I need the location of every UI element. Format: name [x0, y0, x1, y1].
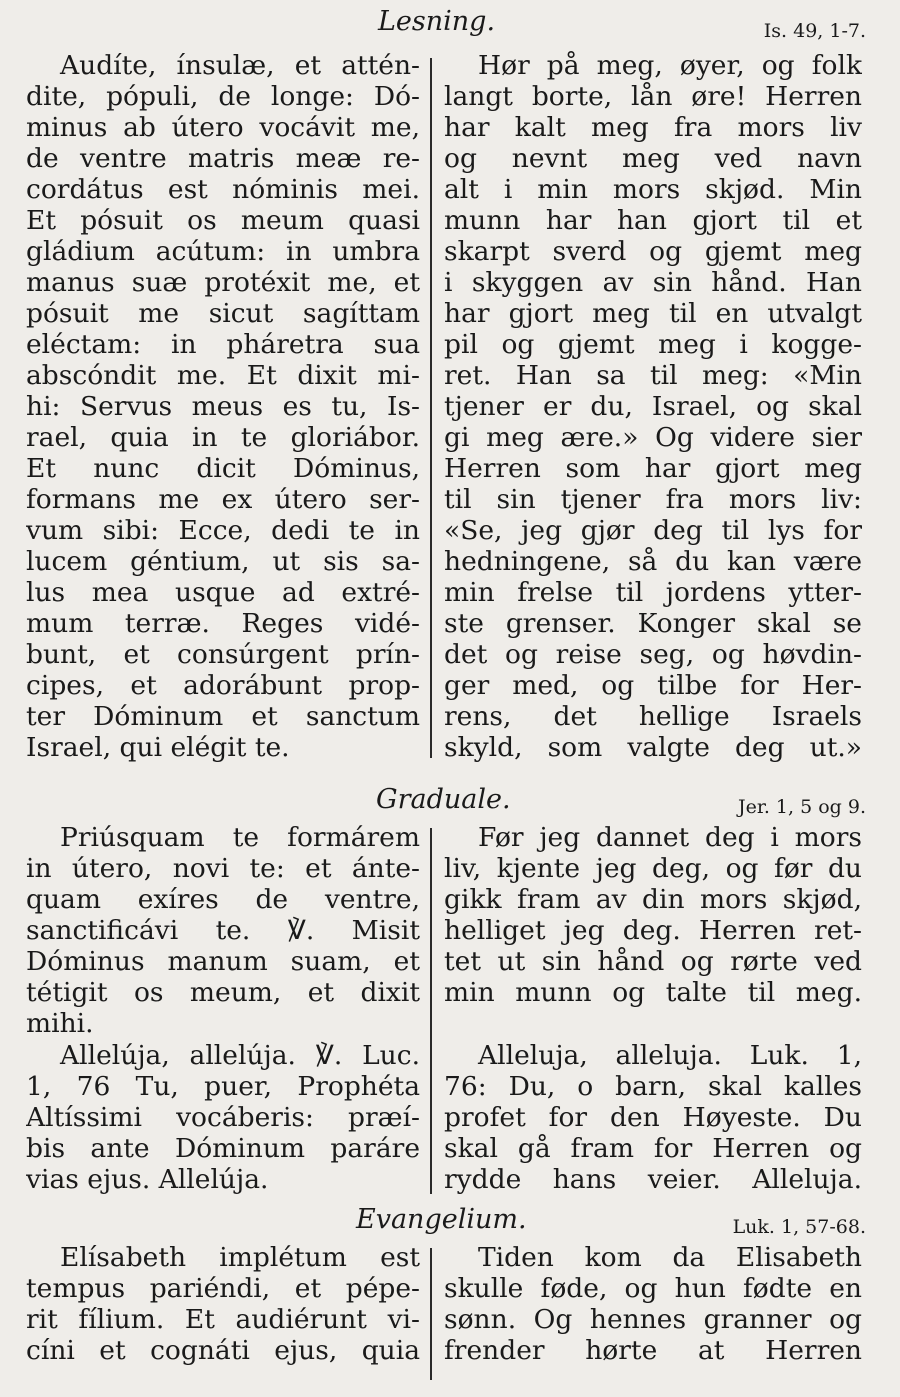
- text-line: tétigit os meum, et dixit: [26, 977, 420, 1008]
- text-line: skal gå fram for Herren og: [444, 1133, 862, 1164]
- text-line: mihi.: [26, 1008, 94, 1039]
- section-ref-evangelium: Luk. 1, 57-68.: [732, 1216, 866, 1238]
- column-divider: [430, 1248, 432, 1380]
- text-line: 76: Du, o barn, skal kalles: [444, 1071, 862, 1102]
- text-line: gikk fram av din mors skjød,: [444, 884, 862, 915]
- text-line: abscóndit me. Et dixit mi-: [26, 360, 420, 391]
- text-line: Altíssimi vocáberis: præí-: [26, 1102, 420, 1133]
- column-divider: [430, 828, 432, 1194]
- text-line: lus mea usque ad extré-: [26, 577, 420, 608]
- text-line: sønn. Og hennes granner og: [444, 1304, 862, 1335]
- latin-column-evangelium: [26, 1242, 420, 1366]
- text-line: Før jeg dannet deg i mors: [478, 822, 862, 853]
- text-line: rydde hans veier. Alleluja.: [444, 1164, 862, 1195]
- text-line: manus suæ protéxit me, et: [26, 267, 420, 298]
- text-line: munn har han gjort til et: [444, 205, 862, 236]
- text-line: tet ut sin hånd og rørte ved: [444, 946, 862, 977]
- latin-column-graduale: [26, 822, 420, 1039]
- text-line: i skyggen av sin hånd. Han: [444, 267, 862, 298]
- text-line: Allelúja, allelúja. ℣. Luc.: [60, 1040, 420, 1071]
- text-line: in útero, novi te: et ánte-: [26, 853, 420, 884]
- section-ref-graduale: Jer. 1, 5 og 9.: [738, 796, 866, 818]
- text-line: rens, det hellige Israels: [444, 701, 862, 732]
- text-line: min frelse til jordens ytter-: [444, 577, 862, 608]
- text-line: til sin tjener fra mors liv:: [444, 484, 862, 515]
- text-line: ste grenser. Konger skal se: [444, 608, 862, 639]
- text-line: ret. Han sa til meg: «Min: [444, 360, 862, 391]
- text-line: liv, kjente jeg deg, og før du: [444, 853, 862, 884]
- text-line: rael, quia in te gloriábor.: [26, 422, 420, 453]
- norwegian-column-lesning: [444, 50, 862, 763]
- text-line: gi meg ære.» Og videre sier: [444, 422, 862, 453]
- text-line: mum terræ. Reges vidé-: [26, 608, 420, 639]
- text-line: tjener er du, Israel, og skal: [444, 391, 862, 422]
- text-line: quam exíres de ventre,: [26, 884, 420, 915]
- text-line: cíni et cognáti ejus, quia: [26, 1335, 420, 1366]
- text-line: cipes, et adorábunt prop-: [26, 670, 420, 701]
- text-line: alt i min mors skjød. Min: [444, 174, 862, 205]
- text-line: tempus pariéndi, et pépe-: [26, 1273, 420, 1304]
- text-line: hi: Servus meus es tu, Is-: [26, 391, 420, 422]
- norwegian-column-evangelium: [444, 1242, 862, 1366]
- section-ref-lesning: Is. 49, 1-7.: [763, 20, 866, 42]
- text-line: Alleluja, alleluja. Luk. 1,: [478, 1040, 862, 1071]
- text-line: Dóminus manum suam, et: [26, 946, 420, 977]
- text-line: Et nunc dicit Dóminus,: [26, 453, 420, 484]
- text-line: ter Dóminum et sanctum: [26, 701, 420, 732]
- text-line: rit fílium. Et audiérunt vi-: [26, 1304, 420, 1335]
- text-line: lucem géntium, ut sis sa-: [26, 546, 420, 577]
- text-line: helliget jeg deg. Herren ret-: [444, 915, 862, 946]
- text-line: Priúsquam te formárem: [60, 822, 420, 853]
- latin-column-lesning: [26, 50, 420, 763]
- text-line: det og reise seg, og høvdin-: [444, 639, 862, 670]
- text-line: vias ejus. Allelúja.: [26, 1164, 269, 1195]
- column-divider: [430, 58, 432, 758]
- text-line: «Se, jeg gjør deg til lys for: [444, 515, 862, 546]
- latin-column-graduale-alleluia: [26, 1040, 420, 1195]
- text-line: har gjort meg til en utvalgt: [444, 298, 862, 329]
- text-line: pil og gjemt meg i kogge-: [444, 329, 862, 360]
- text-line: frender hørte at Herren: [444, 1335, 862, 1366]
- text-line: har kalt meg fra mors liv: [444, 112, 862, 143]
- text-line: skulle føde, og hun fødte en: [444, 1273, 862, 1304]
- norwegian-column-graduale-alleluia: [444, 1040, 862, 1195]
- text-line: Tiden kom da Elisabeth: [478, 1242, 862, 1273]
- text-line: Herren som har gjort meg: [444, 453, 862, 484]
- text-line: Hør på meg, øyer, og folk: [478, 50, 862, 81]
- text-line: Et pósuit os meum quasi: [26, 205, 420, 236]
- text-line: profet for den Høyeste. Du: [444, 1102, 862, 1133]
- text-line: eléctam: in pháretra sua: [26, 329, 420, 360]
- text-line: de ventre matris meæ re-: [26, 143, 420, 174]
- text-line: hedningene, så du kan være: [444, 546, 862, 577]
- text-line: skarpt sverd og gjemt meg: [444, 236, 862, 267]
- text-line: 1, 76 Tu, puer, Prophéta: [26, 1071, 420, 1102]
- section-title-lesning: Lesning.: [378, 6, 496, 37]
- text-line: og nevnt meg ved navn: [444, 143, 862, 174]
- text-line: langt borte, lån øre! Herren: [444, 81, 862, 112]
- text-line: cordátus est nóminis mei.: [26, 174, 420, 205]
- text-line: minus ab útero vocávit me,: [26, 112, 420, 143]
- section-title-graduale: Graduale.: [376, 784, 511, 815]
- text-line: sanctificávi te. ℣. Misit: [26, 915, 420, 946]
- text-line: bunt, et consúrgent prín-: [26, 639, 420, 670]
- norwegian-column-graduale: [444, 822, 862, 1008]
- text-line: ger med, og tilbe for Her-: [444, 670, 862, 701]
- text-line: min munn og talte til meg.: [444, 977, 862, 1008]
- text-line: Audíte, ínsulæ, et attén-: [60, 50, 420, 81]
- text-line: dite, pópuli, de longe: Dó-: [26, 81, 420, 112]
- text-line: Elísabeth implétum est: [60, 1242, 420, 1273]
- text-line: vum sibi: Ecce, dedi te in: [26, 515, 420, 546]
- text-line: gládium acútum: in umbra: [26, 236, 420, 267]
- text-line: Israel, qui elégit te.: [26, 732, 290, 763]
- text-line: formans me ex útero ser-: [26, 484, 420, 515]
- text-line: bis ante Dóminum paráre: [26, 1133, 420, 1164]
- section-title-evangelium: Evangelium.: [356, 1204, 527, 1235]
- text-line: pósuit me sicut sagíttam: [26, 298, 420, 329]
- text-line: skyld, som valgte deg ut.»: [444, 732, 862, 763]
